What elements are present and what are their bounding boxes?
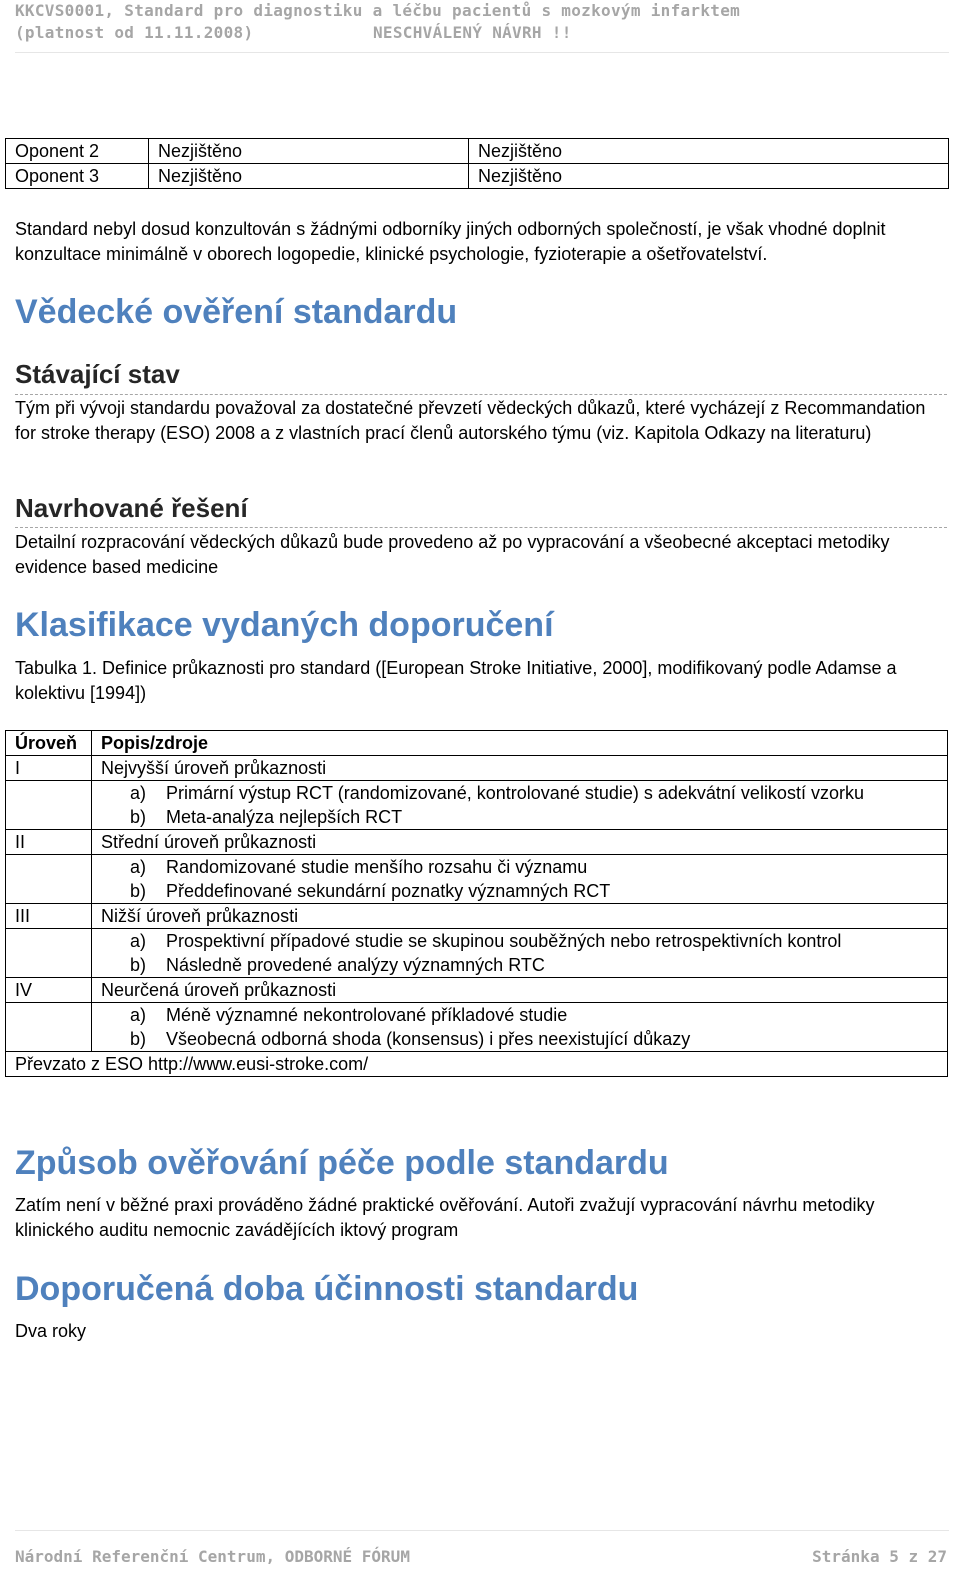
- level-subitems: [92, 1003, 948, 1052]
- page-number: Stránka 5 z 27: [812, 1547, 947, 1566]
- opponent-col3: Nezjištěno: [469, 164, 949, 189]
- table-row: [6, 1003, 948, 1052]
- section-title-classification: Klasifikace vydaných doporučení: [15, 606, 554, 644]
- verification-text: Zatím není v běžné praxi prováděno žádné praktické ověřování. Autoři zvažují vypracování návrhu metodiky klinického auditu nemocnic zavádějících iktový program: [15, 1195, 875, 1240]
- opponent-name: Oponent 2: [6, 139, 149, 164]
- level-subitems: [92, 781, 948, 830]
- level-cell-empty: [6, 1003, 92, 1052]
- list-item-text: Randomizované studie menšího rozsahu či významu: [166, 857, 588, 877]
- proposed-text: Detailní rozpracování vědeckých důkazů bude provedeno až po vypracování a všeobecné akceptaci metodiky evidence based medicine: [15, 532, 890, 577]
- list-item: [92, 929, 947, 953]
- header-status: NESCHVÁLENÝ NÁVRH !!: [373, 23, 572, 42]
- list-item: [92, 1003, 947, 1027]
- opponent-col3: Nezjištěno: [469, 139, 949, 164]
- level-cell: I: [6, 756, 92, 781]
- level-desc: Střední úroveň průkaznosti: [92, 830, 948, 855]
- level-subitems: [92, 929, 948, 978]
- header-title: KKCVS0001, Standard pro diagnostiku a léčbu pacientů s mozkovým infarktem: [15, 1, 741, 20]
- table-row: [6, 781, 948, 830]
- level-cell-empty: [6, 855, 92, 904]
- list-marker: b): [130, 807, 147, 827]
- table-row: [6, 1052, 948, 1077]
- validity-text: Dva roky: [15, 1321, 87, 1341]
- table-row: [6, 139, 949, 164]
- table-source: Převzato z ESO http://www.eusi-stroke.com/: [6, 1052, 948, 1077]
- opponents-table: [5, 138, 949, 189]
- list-item: [92, 781, 947, 805]
- header-validity: (platnost od 11.11.2008): [15, 23, 254, 42]
- table-row: [6, 855, 948, 904]
- level-cell-empty: [6, 781, 92, 830]
- column-header-level: Úroveň: [6, 731, 92, 756]
- list-item-text: Předdefinované sekundární poznatky významných RCT: [166, 881, 611, 901]
- table-row: [6, 830, 948, 855]
- level-desc: Neurčená úroveň průkaznosti: [92, 978, 948, 1003]
- section-title-scientific: Vědecké ověření standardu: [15, 293, 458, 331]
- table-row: [6, 978, 948, 1003]
- current-state-text: Tým při vývoji standardu považoval za dostatečné převzetí vědeckých důkazů, které vycházejí z Recommandation for stroke therapy (ESO) 2008 a z vlastních prací členů autorského týmu (viz. Kapitola Odkazy na literaturu): [15, 398, 926, 443]
- level-desc: Nižší úroveň průkaznosti: [92, 904, 948, 929]
- list-item-text: Méně významné nekontrolované příkladové studie: [166, 1005, 568, 1025]
- list-marker: a): [130, 931, 147, 951]
- table-row: [6, 164, 949, 189]
- list-item-text: Všeobecná odborná shoda (konsensus) i přes neexistující důkazy: [166, 1029, 691, 1049]
- table-caption: Tabulka 1. Definice průkaznosti pro standard ([European Stroke Initiative, 2000], modifikovaný podle Adamse a kolektivu [1994]): [15, 658, 897, 703]
- list-marker: b): [130, 881, 147, 901]
- opponent-col2: Nezjištěno: [149, 139, 469, 164]
- opponent-col2: Nezjištěno: [149, 164, 469, 189]
- divider: [15, 394, 947, 395]
- list-marker: a): [130, 783, 147, 803]
- list-item: [92, 953, 947, 977]
- footer-left: Národní Referenční Centrum, ODBORNÉ FÓRUM: [15, 1547, 410, 1566]
- column-header-desc: Popis/zdroje: [92, 731, 948, 756]
- list-marker: a): [130, 1005, 147, 1025]
- level-cell: II: [6, 830, 92, 855]
- table-header-row: [6, 731, 948, 756]
- level-cell-empty: [6, 929, 92, 978]
- consultation-paragraph: Standard nebyl dosud konzultován s žádnými odborníky jiných odborných společností, je však vhodné doplnit konzultace minimálně v oborech logopedie, klinické psychologie, fyzioterapie a ošetřovatelství.: [15, 219, 886, 264]
- list-item: [92, 805, 947, 829]
- table-row: [6, 929, 948, 978]
- table-row: [6, 756, 948, 781]
- page-footer: [15, 1530, 949, 1566]
- list-item: [92, 879, 947, 903]
- list-item: [92, 855, 947, 879]
- list-item-text: Primární výstup RCT (randomizované, kontrolované studie) s adekvátní velikostí vzorku: [166, 783, 864, 803]
- subsection-title-current-state: Stávající stav: [15, 359, 180, 389]
- table-row: [6, 904, 948, 929]
- subsection-title-proposed: Navrhované řešení: [15, 493, 248, 523]
- level-cell: IV: [6, 978, 92, 1003]
- opponent-name: Oponent 3: [6, 164, 149, 189]
- list-item-text: Meta-analýza nejlepších RCT: [166, 807, 403, 827]
- level-cell: III: [6, 904, 92, 929]
- section-title-verification: Způsob ověřování péče podle standardu: [15, 1144, 669, 1182]
- list-marker: a): [130, 857, 147, 877]
- level-desc: Nejvyšší úroveň průkaznosti: [92, 756, 948, 781]
- page-header: [15, 0, 949, 53]
- list-item: [92, 1027, 947, 1051]
- divider: [15, 527, 947, 528]
- list-item-text: Následně provedené analýzy významných RTC: [166, 955, 545, 975]
- list-marker: b): [130, 955, 147, 975]
- evidence-levels-table: [5, 730, 948, 1077]
- list-marker: b): [130, 1029, 147, 1049]
- list-item-text: Prospektivní případové studie se skupinou souběžných nebo retrospektivních kontrol: [166, 931, 842, 951]
- level-subitems: [92, 855, 948, 904]
- section-title-validity: Doporučená doba účinnosti standardu: [15, 1270, 639, 1308]
